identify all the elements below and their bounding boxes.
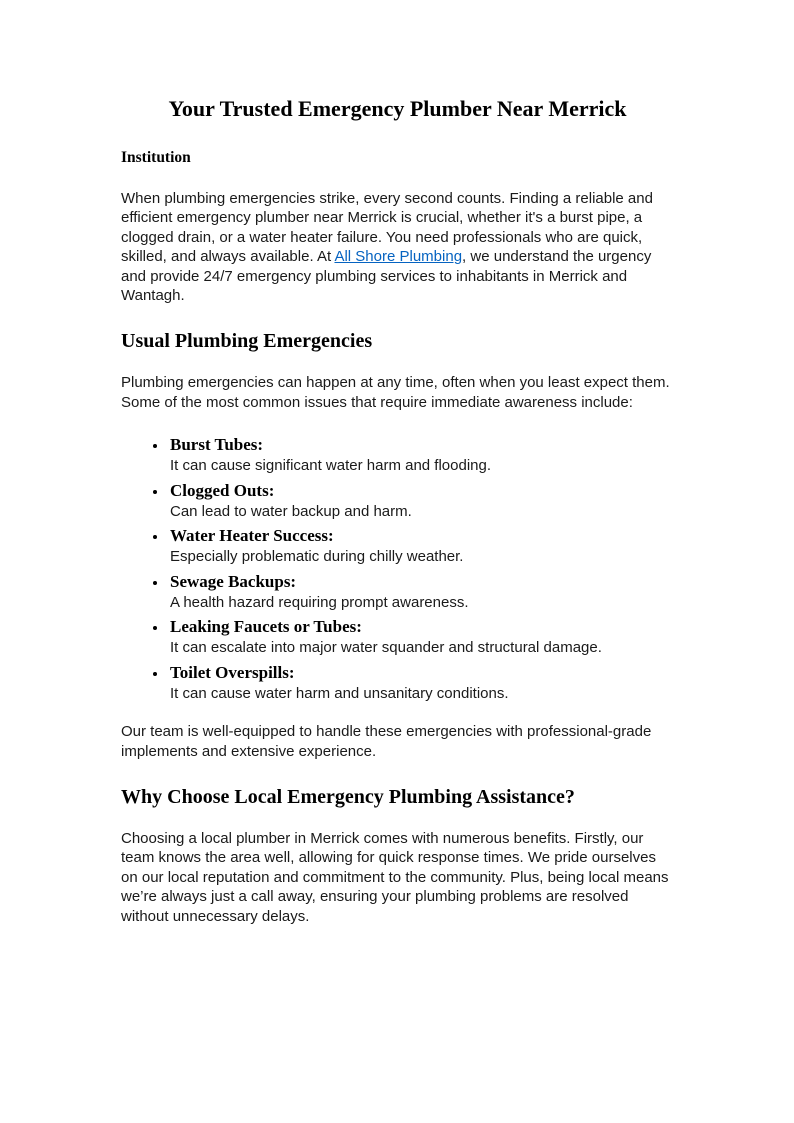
heading-usual-plumbing-emergencies: Usual Plumbing Emergencies <box>121 330 373 353</box>
list-item <box>168 525 674 567</box>
list-item <box>168 616 674 658</box>
list-item <box>168 662 674 704</box>
list-item-description: It can cause water harm and unsanitary conditions. <box>170 684 509 702</box>
why-choose-paragraph: Choosing a local plumber in Merrick comes with numerous benefits. Firstly, our team knows the area well, allowing for quick response times. We pride ourselves on our local reputation and commitment to the community. Plus, being local means we’re always just a call away, ensuring your plumbing problems are resolved without unnecessary delays. <box>121 830 669 925</box>
heading-institution: Institution <box>121 149 191 166</box>
emergencies-intro-paragraph: Plumbing emergencies can happen at any time, often when you least expect them. Some of the most common issues that require immediate awareness include: <box>121 374 670 411</box>
intro-text-after-link: , we understand the urgency and provide 24/7 emergency plumbing services to inhabitants in Merrick and Wantagh. <box>121 248 652 305</box>
page-title: Your Trusted Emergency Plumber Near Merrick <box>168 96 627 121</box>
emergencies-list <box>121 434 674 703</box>
list-item <box>168 434 674 476</box>
all-shore-plumbing-link[interactable]: All Shore Plumbing <box>334 248 463 266</box>
list-item <box>168 480 674 522</box>
list-item-title: • Clogged Outs: <box>170 480 275 500</box>
list-item-title: • Toilet Overspills: <box>170 662 295 682</box>
list-item-description: Especially problematic during chilly weather. <box>170 548 464 566</box>
intro-paragraph <box>121 189 674 305</box>
list-item <box>168 571 674 613</box>
intro-text-before-link: When plumbing emergencies strike, every second counts. Finding a reliable and efficient emergency plumber near Merrick is crucial, whether it's a burst pipe, a clogged drain, or a water heater failure. You need professionals who are quick, skilled, and always available. At <box>121 190 653 266</box>
list-item-description: Can lead to water backup and harm. <box>170 502 412 520</box>
heading-why-choose-local: Why Choose Local Emergency Plumbing Assistance? <box>121 786 575 809</box>
list-item-description: A health hazard requiring prompt awareness. <box>170 593 469 611</box>
list-item-title: • Leaking Faucets or Tubes: <box>170 617 362 637</box>
list-item-description: It can escalate into major water squander and structural damage. <box>170 639 602 657</box>
list-item-title: • Burst Tubes: <box>170 435 264 455</box>
list-item-title: • Sewage Backups: <box>170 571 297 591</box>
list-item-description: It can cause significant water harm and flooding. <box>170 457 492 475</box>
team-paragraph: Our team is well-equipped to handle these emergencies with professional-grade implements and extensive experience. <box>121 723 652 760</box>
list-item-title: • Water Heater Success: <box>170 526 334 546</box>
